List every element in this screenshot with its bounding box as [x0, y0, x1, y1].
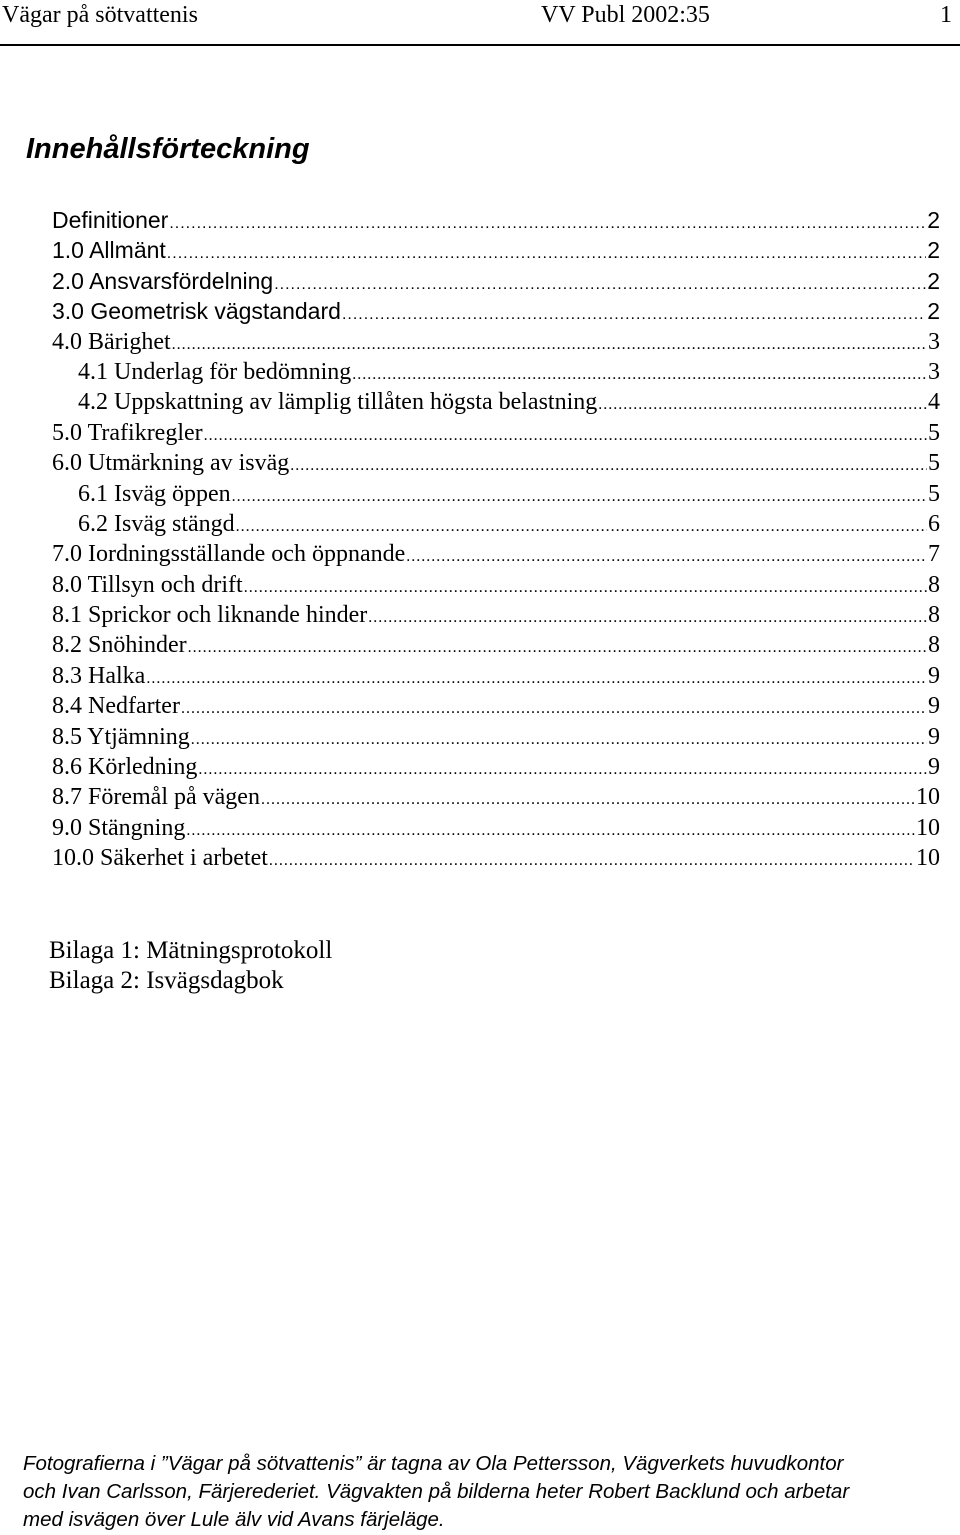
- toc-entry-page-number: 8: [928, 602, 940, 629]
- toc-entry-label: 8.6 Körledning: [52, 754, 198, 781]
- toc-dot-leader: [169, 209, 926, 239]
- toc-heading: Innehållsförteckning: [26, 133, 310, 165]
- toc-entry-page-number: 9: [928, 662, 940, 689]
- toc-entry-label: 4.1 Underlag för bedömning: [78, 358, 352, 385]
- toc-entry[interactable]: [52, 235, 940, 265]
- toc-dot-leader: [172, 330, 927, 360]
- toc-entry-label: 8.3 Halka: [52, 662, 146, 689]
- toc-entry[interactable]: [52, 843, 940, 873]
- photo-credit-footnote: [23, 1450, 943, 1534]
- header-document-title: Vägar på sötvattenis: [2, 2, 198, 28]
- appendix-list: [49, 936, 332, 996]
- toc-entry-page-number: 10: [916, 814, 940, 841]
- toc-dot-leader: [232, 482, 927, 512]
- toc-entry-label: 6.1 Isväg öppen: [78, 480, 231, 507]
- toc-entry-page-number: 6: [928, 510, 940, 537]
- toc-entry-page-number: 8: [928, 632, 940, 659]
- toc-entry[interactable]: [52, 448, 940, 478]
- toc-entry[interactable]: [52, 722, 940, 752]
- toc-entry[interactable]: [52, 327, 940, 357]
- toc-entry-label: 9.0 Stängning: [52, 814, 186, 841]
- toc-entry[interactable]: [52, 479, 940, 509]
- toc-entry[interactable]: [52, 630, 940, 660]
- toc-dot-leader: [261, 785, 915, 815]
- toc-entry[interactable]: [52, 661, 940, 691]
- toc-entry-page-number: 9: [928, 723, 940, 750]
- toc-entry-page-number: 3: [928, 358, 940, 385]
- toc-entry[interactable]: [52, 570, 940, 600]
- toc-dot-leader: [191, 725, 927, 755]
- toc-entry-label: Definitioner: [52, 207, 169, 233]
- toc-entry-page-number: 10: [916, 784, 940, 811]
- toc-entry-page-number: 2: [927, 237, 940, 264]
- toc-entry-page-number: 2: [927, 207, 940, 233]
- header-page-number: 1: [940, 2, 952, 28]
- toc-entry-page-number: 2: [927, 298, 940, 325]
- toc-dot-leader: [236, 512, 927, 542]
- appendix-item: Bilaga 1: Mätningsprotokoll: [49, 937, 333, 964]
- toc-dot-leader: [204, 421, 927, 451]
- toc-dot-leader: [186, 816, 915, 846]
- toc-entry[interactable]: [52, 691, 940, 721]
- toc-entry-label: 6.2 Isväg stängd: [78, 510, 235, 537]
- toc-dot-leader: [269, 846, 915, 876]
- toc-entry-label: 10.0 Säkerhet i arbetet: [52, 845, 268, 872]
- toc-entry[interactable]: [52, 509, 940, 539]
- toc-dot-leader: [188, 633, 927, 663]
- toc-entry-label: 7.0 Iordningsställande och öppnande: [52, 541, 406, 568]
- toc-entry-page-number: 4: [928, 389, 940, 416]
- toc-entry-label: 8.1 Sprickor och liknande hinder: [52, 602, 368, 629]
- appendix-item: Bilaga 2: Isvägsdagbok: [49, 967, 284, 994]
- footnote-line: med isvägen över Lule älv vid Avans färjeläge.: [23, 1508, 445, 1531]
- toc-entry[interactable]: [52, 357, 940, 387]
- toc-entry[interactable]: [52, 266, 940, 296]
- toc-entry-page-number: 7: [928, 541, 940, 568]
- toc-dot-leader: [598, 390, 927, 420]
- toc-entry-label: 4.2 Uppskattning av lämplig tillåten högsta belastning: [78, 389, 598, 416]
- toc-entry-label: 8.5 Ytjämning: [52, 723, 190, 750]
- toc-entry[interactable]: [52, 418, 940, 448]
- toc-entry-label: 6.0 Utmärkning av isväg: [52, 450, 290, 477]
- toc-entry-page-number: 9: [928, 754, 940, 781]
- header-publication-number: VV Publ 2002:35: [541, 2, 710, 28]
- toc-entry-label: 8.0 Tillsyn och drift: [52, 571, 243, 598]
- toc-entry[interactable]: [52, 296, 940, 326]
- toc-dot-leader: [181, 694, 927, 724]
- toc-dot-leader: [290, 451, 927, 481]
- toc-entry-page-number: 3: [928, 328, 940, 355]
- toc-entry-page-number: 5: [928, 480, 940, 507]
- toc-entry-page-number: 10: [916, 845, 940, 872]
- toc-entry-label: 8.7 Föremål på vägen: [52, 784, 260, 811]
- toc-entry-label: 8.2 Snöhinder: [52, 632, 187, 659]
- toc-entry[interactable]: [52, 600, 940, 630]
- toc-dot-leader: [244, 573, 927, 603]
- toc-entry-label: 3.0 Geometrisk vägstandard: [52, 298, 341, 325]
- toc-entry-page-number: 5: [928, 450, 940, 477]
- toc-dot-leader: [198, 755, 927, 785]
- toc-dot-leader: [274, 270, 926, 300]
- toc-entry[interactable]: [52, 752, 940, 782]
- toc-dot-leader: [146, 664, 927, 694]
- toc-entry-label: 4.0 Bärighet: [52, 328, 171, 355]
- toc-entry[interactable]: [52, 782, 940, 812]
- toc-entry-label: 1.0 Allmänt: [52, 237, 166, 264]
- footnote-line: Fotografierna i ”Vägar på sötvattenis” är tagna av Ola Pettersson, Vägverkets huvudkontor: [23, 1452, 844, 1475]
- toc-entry-label: 2.0 Ansvarsfördelning: [52, 267, 274, 294]
- footnote-line: och Ivan Carlsson, Färjerederiet. Vägvakten på bilderna heter Robert Backlund och arbetar: [23, 1480, 850, 1503]
- toc-entry-label: 8.4 Nedfarter: [52, 693, 180, 720]
- toc-list: [52, 205, 940, 874]
- toc-dot-leader: [406, 542, 927, 572]
- page-header: [0, 0, 960, 46]
- toc-entry-page-number: 8: [928, 571, 940, 598]
- toc-entry-page-number: 9: [928, 693, 940, 720]
- toc-entry[interactable]: [52, 539, 940, 569]
- toc-entry-page-number: 5: [928, 419, 940, 446]
- toc-entry[interactable]: [52, 813, 940, 843]
- toc-entry[interactable]: [52, 387, 940, 417]
- toc-entry-page-number: 2: [927, 267, 940, 294]
- toc-dot-leader: [342, 300, 926, 330]
- toc-dot-leader: [352, 360, 927, 390]
- toc-dot-leader: [167, 239, 926, 269]
- toc-dot-leader: [368, 603, 927, 633]
- toc-entry-label: 5.0 Trafikregler: [52, 419, 203, 446]
- toc-entry[interactable]: [52, 205, 940, 235]
